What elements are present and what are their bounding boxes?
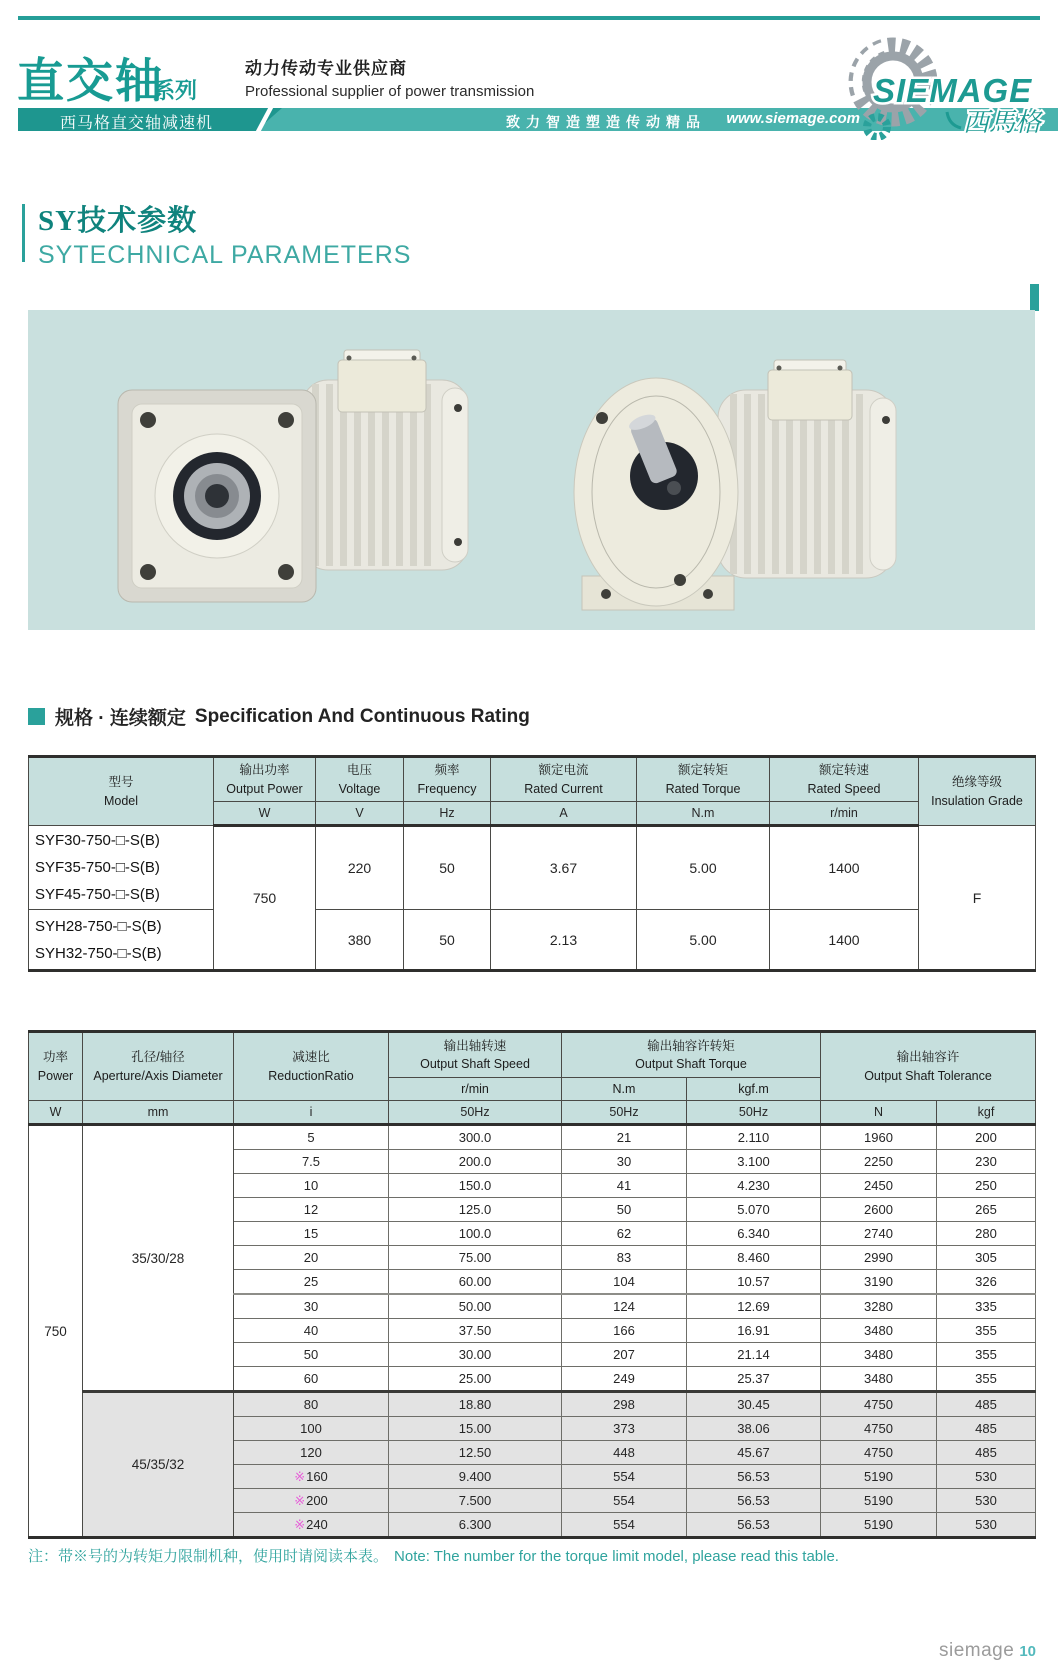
tolerance-n-cell: 1960 — [821, 1125, 937, 1150]
speed-cell: 15.00 — [389, 1417, 562, 1441]
torque-kgfm-cell: 45.67 — [687, 1441, 821, 1465]
spec-table — [28, 755, 1036, 972]
torque-nm-cell: 554 — [562, 1489, 687, 1513]
output-power-value: 750 — [214, 826, 316, 971]
tolerance-n-cell: 4750 — [821, 1392, 937, 1417]
insulation-grade-value: F — [919, 826, 1036, 971]
section-bullet-icon — [28, 708, 45, 725]
tolerance-n-cell: 3480 — [821, 1319, 937, 1343]
page-title-cn: SY技术参数 — [38, 205, 198, 237]
torque-kgfm-cell: 3.100 — [687, 1150, 821, 1174]
torque-kgfm-cell: 4.230 — [687, 1174, 821, 1198]
tolerance-n-cell: 5190 — [821, 1513, 937, 1538]
footnote — [28, 1545, 839, 1566]
tolerance-kgf-cell: 335 — [937, 1294, 1036, 1319]
param-col-power: 功率 Power — [29, 1032, 83, 1101]
aperture-cell: 45/35/32 — [83, 1392, 234, 1538]
page-number: 10 — [1019, 1643, 1036, 1660]
speed-cell: 200.0 — [389, 1150, 562, 1174]
torque-kgfm-cell: 2.110 — [687, 1125, 821, 1150]
tolerance-kgf-cell: 530 — [937, 1465, 1036, 1489]
tolerance-n-cell: 4750 — [821, 1417, 937, 1441]
tolerance-kgf-cell: 485 — [937, 1392, 1036, 1417]
tolerance-n-cell: 4750 — [821, 1441, 937, 1465]
section-heading-en: Specification And Continuous Rating — [194, 705, 530, 727]
brand-name-cn: 西馬格 — [963, 108, 1042, 137]
spec-col-torque: 额定转矩 Rated Torque — [637, 757, 770, 802]
header-slogan — [245, 54, 534, 100]
torque-limit-mark: ※ — [294, 1492, 306, 1508]
torque-kgfm-cell: 30.45 — [687, 1392, 821, 1417]
ratio-cell: 100 — [234, 1417, 389, 1441]
param-sub-torque-nm: N.m — [562, 1078, 687, 1101]
spec-unit-speed: r/min — [770, 802, 919, 826]
torque-value: 5.00 — [637, 910, 770, 971]
param-col-ratio: 减速比 ReductionRatio — [234, 1032, 389, 1101]
torque-kgfm-cell: 56.53 — [687, 1513, 821, 1538]
spec-col-power: 输出功率 Output Power — [214, 757, 316, 802]
tolerance-kgf-cell: 355 — [937, 1367, 1036, 1392]
param-unit: 50Hz — [389, 1101, 562, 1125]
torque-kgfm-cell: 25.37 — [687, 1367, 821, 1392]
speed-cell: 60.00 — [389, 1270, 562, 1295]
param-unit: 50Hz — [562, 1101, 687, 1125]
spec-col-frequency: 频率 Frequency — [404, 757, 491, 802]
tolerance-kgf-cell: 485 — [937, 1417, 1036, 1441]
speed-cell: 300.0 — [389, 1125, 562, 1150]
current-value: 2.13 — [491, 910, 637, 971]
ratio-cell: 12 — [234, 1198, 389, 1222]
torque-nm-cell: 62 — [562, 1222, 687, 1246]
tolerance-kgf-cell: 250 — [937, 1174, 1036, 1198]
ratio-cell: 40 — [234, 1319, 389, 1343]
speed-cell: 18.80 — [389, 1392, 562, 1417]
tolerance-n-cell: 3480 — [821, 1367, 937, 1392]
speed-cell: 9.400 — [389, 1465, 562, 1489]
torque-kgfm-cell: 38.06 — [687, 1417, 821, 1441]
title-accent-bar — [22, 204, 25, 262]
torque-nm-cell: 554 — [562, 1513, 687, 1538]
spec-col-speed: 额定转速 Rated Speed — [770, 757, 919, 802]
banner-slogan: 致力智造塑造传动精品 — [506, 114, 706, 130]
ratio-cell: 25 — [234, 1270, 389, 1295]
tolerance-n-cell: 3280 — [821, 1294, 937, 1319]
speed-cell: 75.00 — [389, 1246, 562, 1270]
speed-cell: 12.50 — [389, 1441, 562, 1465]
spec-unit-current: A — [491, 802, 637, 826]
tolerance-kgf-cell: 355 — [937, 1343, 1036, 1367]
tolerance-kgf-cell: 265 — [937, 1198, 1036, 1222]
ratio-cell: 5 — [234, 1125, 389, 1150]
torque-nm-cell: 554 — [562, 1465, 687, 1489]
tolerance-n-cell: 2250 — [821, 1150, 937, 1174]
gear-icon — [815, 28, 1053, 140]
param-unit: kgf — [937, 1101, 1036, 1125]
tolerance-kgf-cell: 305 — [937, 1246, 1036, 1270]
torque-kgfm-cell: 5.070 — [687, 1198, 821, 1222]
spec-row-syf — [29, 826, 1036, 910]
torque-nm-cell: 50 — [562, 1198, 687, 1222]
param-sub-speed: r/min — [389, 1078, 562, 1101]
spec-col-current: 额定电流 Rated Current — [491, 757, 637, 802]
tolerance-n-cell: 2450 — [821, 1174, 937, 1198]
tolerance-n-cell: 3190 — [821, 1270, 937, 1295]
ratio-cell: ※240 — [234, 1513, 389, 1538]
gear-motor-photo-right — [568, 348, 948, 620]
torque-nm-cell: 448 — [562, 1441, 687, 1465]
ratio-cell: 120 — [234, 1441, 389, 1465]
ratio-cell: 7.5 — [234, 1150, 389, 1174]
frequency-value: 50 — [404, 910, 491, 971]
page-title — [22, 198, 411, 270]
param-row — [29, 1392, 1036, 1417]
torque-nm-cell: 30 — [562, 1150, 687, 1174]
ratio-cell: 50 — [234, 1343, 389, 1367]
speed-cell: 100.0 — [389, 1222, 562, 1246]
spec-unit-torque: N.m — [637, 802, 770, 826]
slogan-cn: 动力传动专业供应商 — [245, 59, 407, 78]
speed-value: 1400 — [770, 826, 919, 910]
tolerance-kgf-cell: 326 — [937, 1270, 1036, 1295]
param-unit: mm — [83, 1101, 234, 1125]
speed-cell: 7.500 — [389, 1489, 562, 1513]
torque-kgfm-cell: 56.53 — [687, 1465, 821, 1489]
ratio-cell: 20 — [234, 1246, 389, 1270]
model-names: SYF30-750-□-S(B) SYF35-750-□-S(B) SYF45-750-□-S(B) — [29, 826, 214, 910]
torque-kgfm-cell: 6.340 — [687, 1222, 821, 1246]
torque-kgfm-cell: 10.57 — [687, 1270, 821, 1295]
spec-row-syh — [29, 910, 1036, 971]
ratio-cell: 80 — [234, 1392, 389, 1417]
param-unit: W — [29, 1101, 83, 1125]
power-value-cell: 750 — [29, 1125, 83, 1538]
website-url: www.siemage.com — [726, 110, 860, 127]
torque-nm-cell: 298 — [562, 1392, 687, 1417]
tolerance-kgf-cell: 200 — [937, 1125, 1036, 1150]
gear-motor-photo-left — [106, 338, 506, 610]
model-names: SYH28-750-□-S(B) SYH32-750-□-S(B) — [29, 910, 214, 971]
ratio-cell: 15 — [234, 1222, 389, 1246]
torque-kgfm-cell: 16.91 — [687, 1319, 821, 1343]
torque-kgfm-cell: 56.53 — [687, 1489, 821, 1513]
param-col-aperture: 孔径/轴径 Aperture/Axis Diameter — [83, 1032, 234, 1101]
speed-cell: 6.300 — [389, 1513, 562, 1538]
tolerance-n-cell: 5190 — [821, 1465, 937, 1489]
param-unit: i — [234, 1101, 389, 1125]
torque-nm-cell: 104 — [562, 1270, 687, 1295]
param-unit: 50Hz — [687, 1101, 821, 1125]
brand-logo — [815, 28, 1053, 140]
aperture-cell: 35/30/28 — [83, 1125, 234, 1392]
speed-cell: 37.50 — [389, 1319, 562, 1343]
torque-nm-cell: 124 — [562, 1294, 687, 1319]
series-suffix: 系列 — [153, 78, 198, 103]
ratio-cell: 30 — [234, 1294, 389, 1319]
speed-value: 1400 — [770, 910, 919, 971]
torque-nm-cell: 83 — [562, 1246, 687, 1270]
page-title-en: SYTECHNICAL PARAMETERS — [38, 241, 412, 269]
footer-brand: siemage — [938, 1640, 1015, 1661]
tolerance-n-cell: 3480 — [821, 1343, 937, 1367]
tolerance-kgf-cell: 530 — [937, 1489, 1036, 1513]
product-photo-panel — [28, 310, 1035, 630]
param-row — [29, 1125, 1036, 1150]
series-title: 直交轴 — [17, 54, 164, 107]
tolerance-kgf-cell: 485 — [937, 1441, 1036, 1465]
spec-col-model: 型号 Model — [29, 757, 214, 826]
footnote-cn: 注：带※号的为转矩力限制机种，使用时请阅读本表。 — [28, 1548, 389, 1565]
spec-unit-frequency: Hz — [404, 802, 491, 826]
torque-nm-cell: 41 — [562, 1174, 687, 1198]
torque-kgfm-cell: 12.69 — [687, 1294, 821, 1319]
voltage-value: 220 — [316, 826, 404, 910]
panel-corner-accent — [1030, 284, 1039, 311]
param-unit: N — [821, 1101, 937, 1125]
param-col-torque: 输出轴容许转矩 Output Shaft Torque — [562, 1032, 821, 1078]
speed-cell: 125.0 — [389, 1198, 562, 1222]
tolerance-kgf-cell: 355 — [937, 1319, 1036, 1343]
spec-col-insulation: 绝缘等级 Insulation Grade — [919, 757, 1036, 826]
banner-product-label: 西马格直交轴减速机 — [60, 115, 214, 132]
spec-unit-power: W — [214, 802, 316, 826]
speed-cell: 30.00 — [389, 1343, 562, 1367]
param-col-tolerance: 输出轴容许 Output Shaft Tolerance — [821, 1032, 1036, 1101]
torque-kgfm-cell: 21.14 — [687, 1343, 821, 1367]
brand-name-en: SIEMAGE — [873, 72, 1033, 109]
voltage-value: 380 — [316, 910, 404, 971]
tolerance-n-cell: 2600 — [821, 1198, 937, 1222]
spec-unit-voltage: V — [316, 802, 404, 826]
tolerance-n-cell: 2990 — [821, 1246, 937, 1270]
torque-nm-cell: 373 — [562, 1417, 687, 1441]
frequency-value: 50 — [404, 826, 491, 910]
tolerance-kgf-cell: 530 — [937, 1513, 1036, 1538]
torque-limit-mark: ※ — [294, 1468, 306, 1484]
torque-nm-cell: 249 — [562, 1367, 687, 1392]
footnote-en: Note: The number for the torque limit model, please read this table. — [394, 1548, 839, 1565]
torque-value: 5.00 — [637, 826, 770, 910]
ratio-cell: 60 — [234, 1367, 389, 1392]
param-sub-torque-kgfm: kgf.m — [687, 1078, 821, 1101]
current-value: 3.67 — [491, 826, 637, 910]
torque-nm-cell: 207 — [562, 1343, 687, 1367]
page-footer — [939, 1640, 1036, 1662]
top-rule — [18, 16, 1040, 20]
tolerance-n-cell: 5190 — [821, 1489, 937, 1513]
tolerance-n-cell: 2740 — [821, 1222, 937, 1246]
speed-cell: 25.00 — [389, 1367, 562, 1392]
param-col-speed: 输出轴转速 Output Shaft Speed — [389, 1032, 562, 1078]
tolerance-kgf-cell: 280 — [937, 1222, 1036, 1246]
torque-nm-cell: 166 — [562, 1319, 687, 1343]
torque-kgfm-cell: 8.460 — [687, 1246, 821, 1270]
section-heading — [28, 703, 530, 730]
param-table-body — [29, 1125, 1036, 1538]
tolerance-kgf-cell: 230 — [937, 1150, 1036, 1174]
section-heading-cn: 规格 · 连续额定 — [55, 708, 186, 729]
slogan-en: Professional supplier of power transmission — [245, 83, 535, 100]
torque-limit-mark: ※ — [294, 1516, 306, 1532]
ratio-cell: ※160 — [234, 1465, 389, 1489]
spec-col-voltage: 电压 Voltage — [316, 757, 404, 802]
speed-cell: 50.00 — [389, 1294, 562, 1319]
ratio-cell: 10 — [234, 1174, 389, 1198]
torque-nm-cell: 21 — [562, 1125, 687, 1150]
param-table — [28, 1030, 1036, 1539]
speed-cell: 150.0 — [389, 1174, 562, 1198]
ratio-cell: ※200 — [234, 1489, 389, 1513]
